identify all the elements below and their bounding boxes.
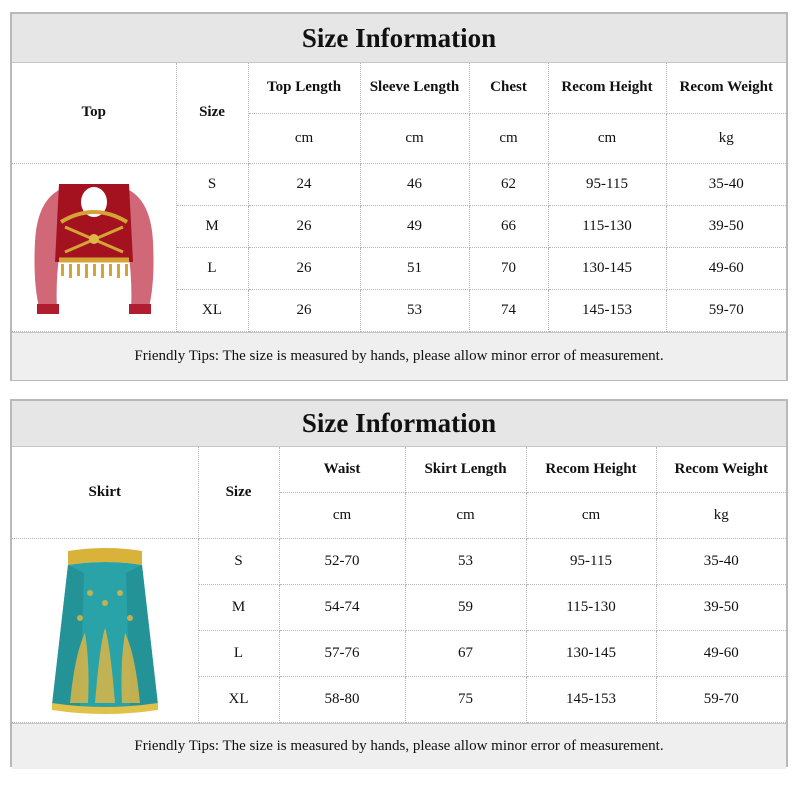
unit-cell: kg xyxy=(666,113,786,163)
value-cell: 24 xyxy=(248,163,360,205)
column-header: Sleeve Length xyxy=(360,63,469,113)
value-cell: 26 xyxy=(248,289,360,331)
column-header: Skirt Length xyxy=(405,447,526,492)
value-cell: 26 xyxy=(248,247,360,289)
value-cell: 53 xyxy=(405,538,526,584)
column-header: Waist xyxy=(279,447,405,492)
unit-cell: cm xyxy=(405,492,526,538)
value-cell: 145-153 xyxy=(526,676,656,722)
value-cell: 35-40 xyxy=(666,163,786,205)
value-cell: 74 xyxy=(469,289,548,331)
value-cell: 115-130 xyxy=(526,584,656,630)
column-header: Recom Weight xyxy=(666,63,786,113)
unit-cell: cm xyxy=(279,492,405,538)
skirt-section-label: Skirt xyxy=(12,447,198,538)
skirt-size-table xyxy=(12,447,786,723)
value-cell: 53 xyxy=(360,289,469,331)
value-cell: 95-115 xyxy=(526,538,656,584)
top-size-table xyxy=(12,63,786,332)
red-crop-top-image xyxy=(29,172,159,322)
table-header-row xyxy=(12,63,786,113)
size-cell: S xyxy=(198,538,279,584)
skirt-size-title: Size Information xyxy=(12,401,786,447)
value-cell: 59-70 xyxy=(666,289,786,331)
value-cell: 57-76 xyxy=(279,630,405,676)
unit-cell: kg xyxy=(656,492,786,538)
value-cell: 49-60 xyxy=(656,630,786,676)
friendly-tips: Friendly Tips: The size is measured by hands, please allow minor error of measurement. xyxy=(12,332,786,380)
size-header: Size xyxy=(198,447,279,538)
value-cell: 26 xyxy=(248,205,360,247)
value-cell: 51 xyxy=(360,247,469,289)
unit-cell: cm xyxy=(360,113,469,163)
top-size-chart xyxy=(10,12,788,381)
column-header: Recom Height xyxy=(548,63,666,113)
value-cell: 59-70 xyxy=(656,676,786,722)
size-cell: M xyxy=(198,584,279,630)
unit-cell: cm xyxy=(248,113,360,163)
top-section-label: Top xyxy=(12,63,176,163)
size-cell: S xyxy=(176,163,248,205)
value-cell: 52-70 xyxy=(279,538,405,584)
size-cell: L xyxy=(198,630,279,676)
value-cell: 62 xyxy=(469,163,548,205)
value-cell: 58-80 xyxy=(279,676,405,722)
value-cell: 39-50 xyxy=(666,205,786,247)
size-cell: L xyxy=(176,247,248,289)
column-header: Recom Weight xyxy=(656,447,786,492)
table-header-row xyxy=(12,447,786,492)
value-cell: 46 xyxy=(360,163,469,205)
value-cell: 115-130 xyxy=(548,205,666,247)
size-cell: XL xyxy=(176,289,248,331)
value-cell: 49 xyxy=(360,205,469,247)
column-header: Chest xyxy=(469,63,548,113)
top-size-title: Size Information xyxy=(12,14,786,63)
value-cell: 35-40 xyxy=(656,538,786,584)
value-cell: 95-115 xyxy=(548,163,666,205)
unit-cell: cm xyxy=(469,113,548,163)
skirt-product-image xyxy=(12,538,198,722)
size-cell: M xyxy=(176,205,248,247)
table-row xyxy=(12,538,786,584)
value-cell: 130-145 xyxy=(548,247,666,289)
value-cell: 70 xyxy=(469,247,548,289)
friendly-tips: Friendly Tips: The size is measured by hands, please allow minor error of measurement. xyxy=(12,723,786,769)
table-row xyxy=(12,163,786,205)
top-product-image xyxy=(12,163,176,331)
value-cell: 75 xyxy=(405,676,526,722)
value-cell: 130-145 xyxy=(526,630,656,676)
unit-cell: cm xyxy=(548,113,666,163)
value-cell: 59 xyxy=(405,584,526,630)
value-cell: 39-50 xyxy=(656,584,786,630)
value-cell: 66 xyxy=(469,205,548,247)
value-cell: 49-60 xyxy=(666,247,786,289)
unit-cell: cm xyxy=(526,492,656,538)
size-cell: XL xyxy=(198,676,279,722)
skirt-size-chart xyxy=(10,399,788,767)
teal-skirt-image xyxy=(50,543,160,718)
size-header: Size xyxy=(176,63,248,163)
value-cell: 54-74 xyxy=(279,584,405,630)
value-cell: 67 xyxy=(405,630,526,676)
column-header: Recom Height xyxy=(526,447,656,492)
column-header: Top Length xyxy=(248,63,360,113)
value-cell: 145-153 xyxy=(548,289,666,331)
